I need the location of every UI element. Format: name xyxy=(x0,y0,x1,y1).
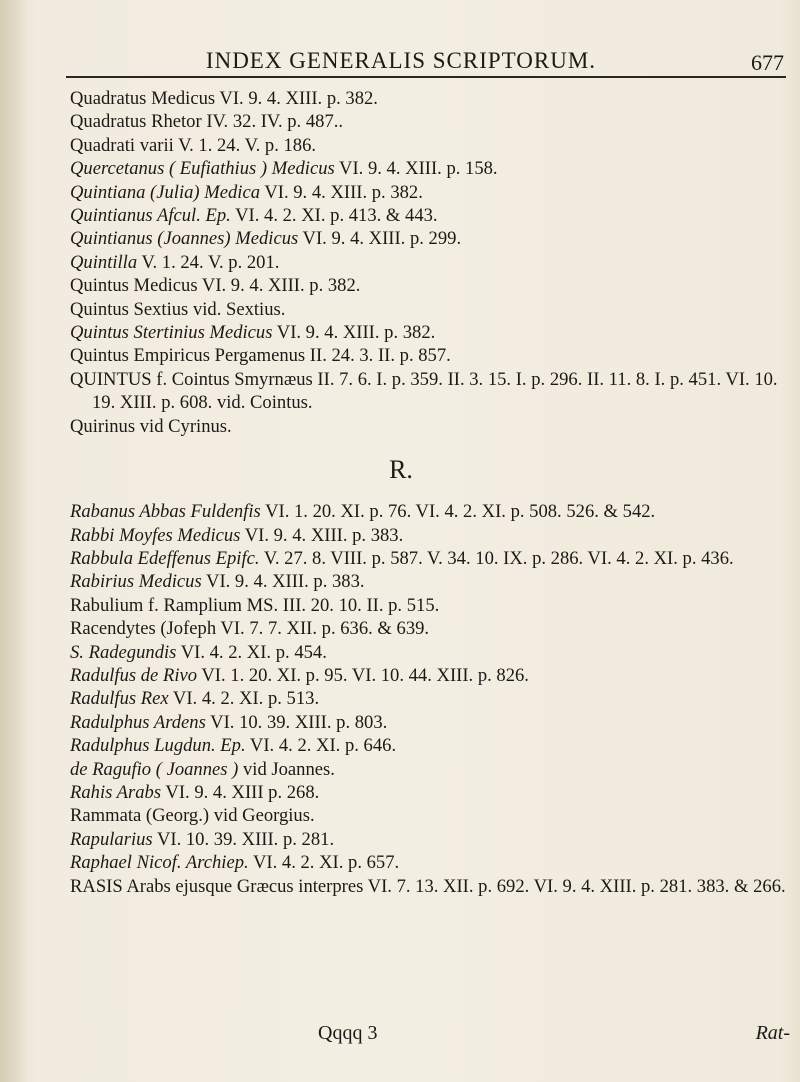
index-entry xyxy=(70,227,792,250)
index-entry xyxy=(70,711,792,734)
index-entry xyxy=(70,851,792,874)
page-header xyxy=(0,48,800,78)
entry-name: Rahis Arabs xyxy=(70,781,162,803)
index-entry xyxy=(70,87,792,110)
index-entry xyxy=(70,181,792,204)
entry-name: Racendytes (Jofeph xyxy=(70,618,217,640)
index-entry xyxy=(70,664,792,687)
entry-name: de Ragufio ( Joannes ) xyxy=(70,758,239,780)
entry-reference: VI. 9. 4. XIII. p. 382. xyxy=(260,181,423,203)
entry-reference: VI. 9. 4. XIII. p. 382. xyxy=(197,275,361,297)
index-entry xyxy=(70,500,792,523)
entry-name: Radulphus Lugdun. Ep. xyxy=(70,735,246,757)
index-entry xyxy=(70,804,792,827)
entry-reference: VI. 1. 20. XI. p. 95. VI. 10. 44. XIII. p. 826. xyxy=(197,664,529,686)
index-entry xyxy=(70,594,792,617)
entry-reference: VI. 7. 13. XII. p. 692. VI. 9. 4. XIII. p. 281. 383. & 266. xyxy=(363,875,786,897)
entry-name: Quirinus xyxy=(70,415,136,437)
section-letter: R. xyxy=(389,455,413,485)
spine-shadow xyxy=(0,0,28,1082)
entry-reference: II. 24. 3. II. p. 857. xyxy=(305,345,451,367)
entry-reference: VI. 10. 39. XIII. p. 803. xyxy=(205,711,388,733)
entry-name: Quercetanus ( Eufiathius ) Medicus xyxy=(70,158,335,180)
entry-name: Rabbula Edeffenus Epifc. xyxy=(70,547,260,569)
entry-name: S. Radegundis xyxy=(70,641,177,663)
index-entry xyxy=(70,368,792,415)
entry-reference: VI. 4. 2. XI. p. 513. xyxy=(168,688,320,710)
entry-name: Rabanus Abbas Fuldenfis xyxy=(70,501,261,523)
entry-name: Quintilla xyxy=(70,251,138,273)
entry-reference: II. 7. 6. I. p. 359. II. 3. 15. I. p. 296. II. 11. 8. I. p. 451. VI. 10. 19. XIII. p. 608. vid. Cointus. xyxy=(92,368,778,414)
index-entry xyxy=(70,781,792,804)
index-entry xyxy=(70,734,792,757)
entry-reference: VI. 4. 2. XI. p. 646. xyxy=(245,735,397,757)
index-entry xyxy=(70,758,792,781)
page-number: 677 xyxy=(751,50,784,75)
index-group-q xyxy=(70,87,792,438)
entry-reference: VI. 9. 4. XIII. p. 299. xyxy=(298,228,462,250)
entry-name: Rabbi Moyfes Medicus xyxy=(70,524,241,546)
entry-name: Rabirius Medicus xyxy=(70,571,202,593)
entry-name: Quadrati varii xyxy=(70,134,174,156)
signature-mark: Qqqq 3 xyxy=(318,1022,378,1044)
entry-reference: VI. 9. 4. XIII. p. 383. xyxy=(240,524,404,546)
entry-reference: vid Cyrinus. xyxy=(135,415,232,437)
index-entry xyxy=(70,617,792,640)
entry-reference: V. 27. 8. VIII. p. 587. V. 34. 10. IX. p. 286. VI. 4. 2. XI. p. 436. xyxy=(259,547,734,569)
index-entry xyxy=(70,547,792,570)
entry-reference: vid Georgius. xyxy=(209,805,315,827)
index-entry xyxy=(70,204,792,227)
index-entry xyxy=(70,134,792,157)
entry-name: Radulfus Rex xyxy=(70,688,169,710)
page-footer xyxy=(0,1022,800,1052)
entry-reference: vid Joannes. xyxy=(238,758,335,780)
index-entry xyxy=(70,251,792,274)
entry-name: Rabulium f. Ramplium MS. xyxy=(70,594,279,616)
entry-reference: III. 20. 10. II. p. 515. xyxy=(278,594,440,616)
index-entry xyxy=(70,274,792,297)
entry-name: Quintus Stertinius Medicus xyxy=(70,322,273,344)
entry-reference: VI. 1. 20. XI. p. 76. VI. 4. 2. XI. p. 508. 526. & 542. xyxy=(260,501,656,523)
index-entry xyxy=(70,298,792,321)
catchword: Rat- xyxy=(755,1022,790,1044)
index-entry xyxy=(70,110,792,133)
entry-reference: VI. 9. 4. XIII. p. 382. xyxy=(272,322,436,344)
entry-name: QUINTUS f. Cointus Smyrnæus xyxy=(70,368,313,390)
index-entry xyxy=(70,157,792,180)
entry-reference: VI. 9. 4. XIII. p. 158. xyxy=(334,158,498,180)
entry-name: Radulphus Ardens xyxy=(70,711,206,733)
index-group-r xyxy=(70,500,792,898)
index-entry xyxy=(70,570,792,593)
entry-name: Raphael Nicof. Archiep. xyxy=(70,852,249,874)
index-entry xyxy=(70,687,792,710)
index-entry xyxy=(70,321,792,344)
entry-reference: VI. 4. 2. XI. p. 454. xyxy=(176,641,327,663)
entry-reference: VI. 7. 7. XII. p. 636. & 639. xyxy=(216,618,430,640)
entry-reference: IV. 32. IV. p. 487.. xyxy=(201,111,344,133)
entry-name: Rammata (Georg.) xyxy=(70,805,210,827)
page-title: INDEX GENERALIS SCRIPTORUM. xyxy=(205,48,597,73)
entry-reference: V. 1. 24. V. p. 186. xyxy=(173,134,317,156)
header-rule xyxy=(66,76,786,78)
index-entries xyxy=(70,87,792,898)
entry-name: Quadratus Medicus xyxy=(70,88,216,109)
index-entry xyxy=(70,415,792,438)
entry-name: Quintus Empiricus Pergamenus xyxy=(70,345,306,367)
entry-name: Rapularius xyxy=(70,828,153,850)
entry-reference: VI. 9. 4. XIII. p. 382. xyxy=(215,88,378,109)
entry-reference: VI. 4. 2. XI. p. 657. xyxy=(248,852,400,874)
index-entry xyxy=(70,524,792,547)
entry-reference: vid. Sextius. xyxy=(188,298,286,320)
entry-reference: VI. 9. 4. XIII. p. 383. xyxy=(201,571,365,593)
entry-name: Quintianus Afcul. Ep. xyxy=(70,205,231,227)
entry-name: RASIS Arabs ejusque Græcus interpres xyxy=(70,875,364,897)
entry-name: Quintus Medicus xyxy=(70,275,198,297)
entry-reference: VI. 4. 2. XI. p. 413. & 443. xyxy=(230,205,438,227)
entry-reference: VI. 10. 39. XIII. p. 281. xyxy=(152,828,335,850)
entry-reference: V. 1. 24. V. p. 201. xyxy=(137,251,280,273)
index-entry xyxy=(70,344,792,367)
entry-name: Quadratus Rhetor xyxy=(70,111,202,133)
entry-name: Quintiana (Julia) Medica xyxy=(70,181,261,203)
entry-name: Quintus Sextius xyxy=(70,298,189,320)
index-entry xyxy=(70,875,792,898)
index-entry xyxy=(70,828,792,851)
entry-name: Quintianus (Joannes) Medicus xyxy=(70,228,299,250)
index-entry xyxy=(70,641,792,664)
entry-reference: VI. 9. 4. XIII p. 268. xyxy=(161,781,320,803)
entry-name: Radulfus de Rivo xyxy=(70,664,198,686)
